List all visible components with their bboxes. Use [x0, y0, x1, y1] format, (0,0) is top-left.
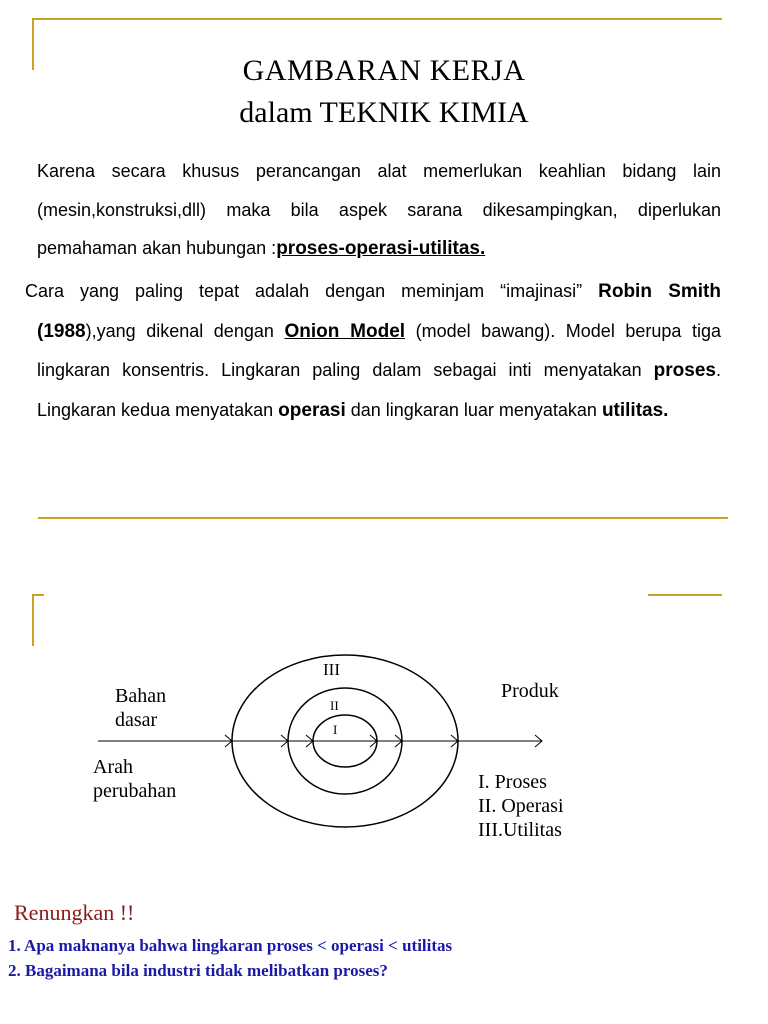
ring-label-i: I [333, 722, 338, 737]
label-arah: Arah [93, 756, 133, 778]
proses-term: proses [653, 360, 716, 381]
label-arah-perubahan [93, 755, 176, 803]
title-line-1: GAMBARAN KERJA [242, 54, 526, 87]
legend-operasi: II. Operasi [478, 795, 564, 817]
label-produk: Produk [501, 680, 559, 702]
onion-text-4: . Lingkaran kedua menyatakan [37, 360, 721, 420]
intro-highlight: proses-operasi-utilitas. [276, 238, 486, 259]
reflection-question-2: 2. Bagaimana bila industri tidak melibatkan proses? [8, 961, 388, 980]
ring-label-ii: II [330, 698, 339, 713]
legend-proses: I. Proses [478, 771, 547, 793]
onion-text-3: (model bawang). Model berupa tiga lingkaran konsentris. Lingkaran paling dalam sebagai inti menyatakan [37, 320, 722, 380]
onion-text-1: Cara yang paling tepat adalah dengan meminjam “imajinasi” [25, 281, 599, 301]
ring-label-iii: III [323, 660, 340, 679]
onion-text-2: ),yang dikenal dengan [85, 320, 285, 341]
onion-model-term: Onion Model [284, 320, 406, 342]
operasi-term: operasi [278, 399, 346, 421]
utilitas-term: utilitas. [601, 399, 669, 421]
robin-smith-ref: Robin Smith (1988 [37, 281, 721, 342]
legend-utilitas: III.Utilitas [478, 819, 562, 841]
diagram-legend [478, 770, 564, 842]
label-bahan: Bahan [115, 685, 167, 707]
label-bahan-dasar [115, 684, 166, 732]
onion-text-5: dan lingkaran luar menyatakan [345, 399, 602, 420]
intro-text: Karena secara khusus perancangan alat memerlukan keahlian bidang lain (mesin,konstruksi,dll) maka bila aspek sarana dikesampingkan, diperlukan pemahaman akan hubungan : [37, 161, 721, 258]
reflection-heading: Renungkan !! [14, 900, 135, 925]
title-line-2: dalam TEKNIK KIMIA [239, 96, 529, 129]
label-perubahan: perubahan [93, 780, 177, 802]
reflection-question-1: 1. Apa maknanya bahwa lingkaran proses < operasi < utilitas [8, 936, 453, 955]
label-dasar: dasar [115, 709, 158, 731]
